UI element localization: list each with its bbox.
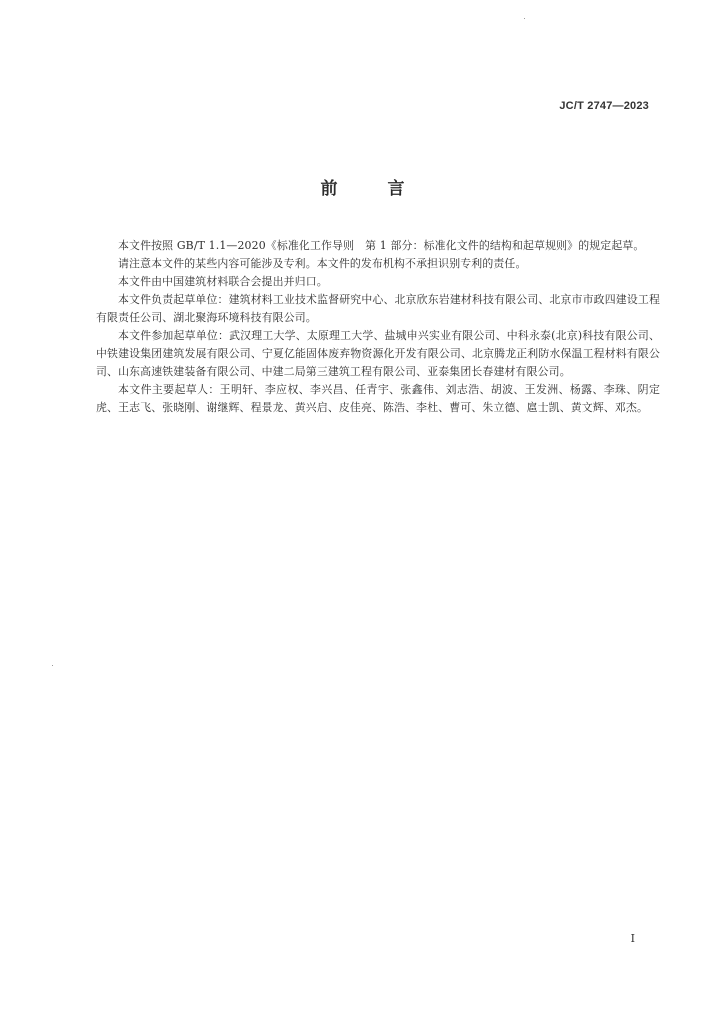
paragraph-main-drafters: 本文件主要起草人：王明轩、李应权、李兴昌、任青宇、张鑫伟、刘志浩、胡波、王发洲、杨露、李珠、阴定虎、王志飞、张晓刚、谢继辉、程景龙、黄兴启、皮佳亮、陈浩、李杜、曹可、朱立德、扈士凯、黄文辉、邓杰。 (96, 383, 660, 414)
foreword-body (96, 237, 660, 417)
scan-speck (524, 18, 525, 19)
document-code: JC/T 2747—2023 (559, 100, 649, 112)
page-title: 前 言 (320, 179, 427, 199)
paragraph-patent-notice: 请注意本文件的某些内容可能涉及专利。本文件的发布机构不承担识别专利的责任。 (118, 257, 527, 270)
scan-speck (52, 665, 53, 666)
paragraph-proposer: 本文件由中国建筑材料联合会提出并归口。 (118, 275, 328, 288)
paragraph-lead-drafting-units: 本文件负责起草单位：建筑材料工业技术监督研究中心、北京欣东岩建材科技有限公司、北京市市政四建设工程有限责任公司、湖北聚海环境科技有限公司。 (96, 293, 660, 324)
paragraph-drafting-rules: 本文件按照 GB/T 1.1—2020《标准化工作导则 第 1 部分：标准化文件的结构和起草规则》的规定起草。 (118, 239, 645, 252)
paragraph-participating-units: 本文件参加起草单位：武汉理工大学、太原理工大学、盐城申兴实业有限公司、中科永泰(北京)科技有限公司、中铁建设集团建筑发展有限公司、宁夏亿能固体废弃物资源化开发有限公司、北京腾龙正利防水保温工程材料有限公司、山东高速铁建装备有限公司、中建二局第三建筑工程有限公司、亚泰集团长春建材有限公司。 (96, 329, 660, 378)
page-number: I (630, 932, 635, 945)
